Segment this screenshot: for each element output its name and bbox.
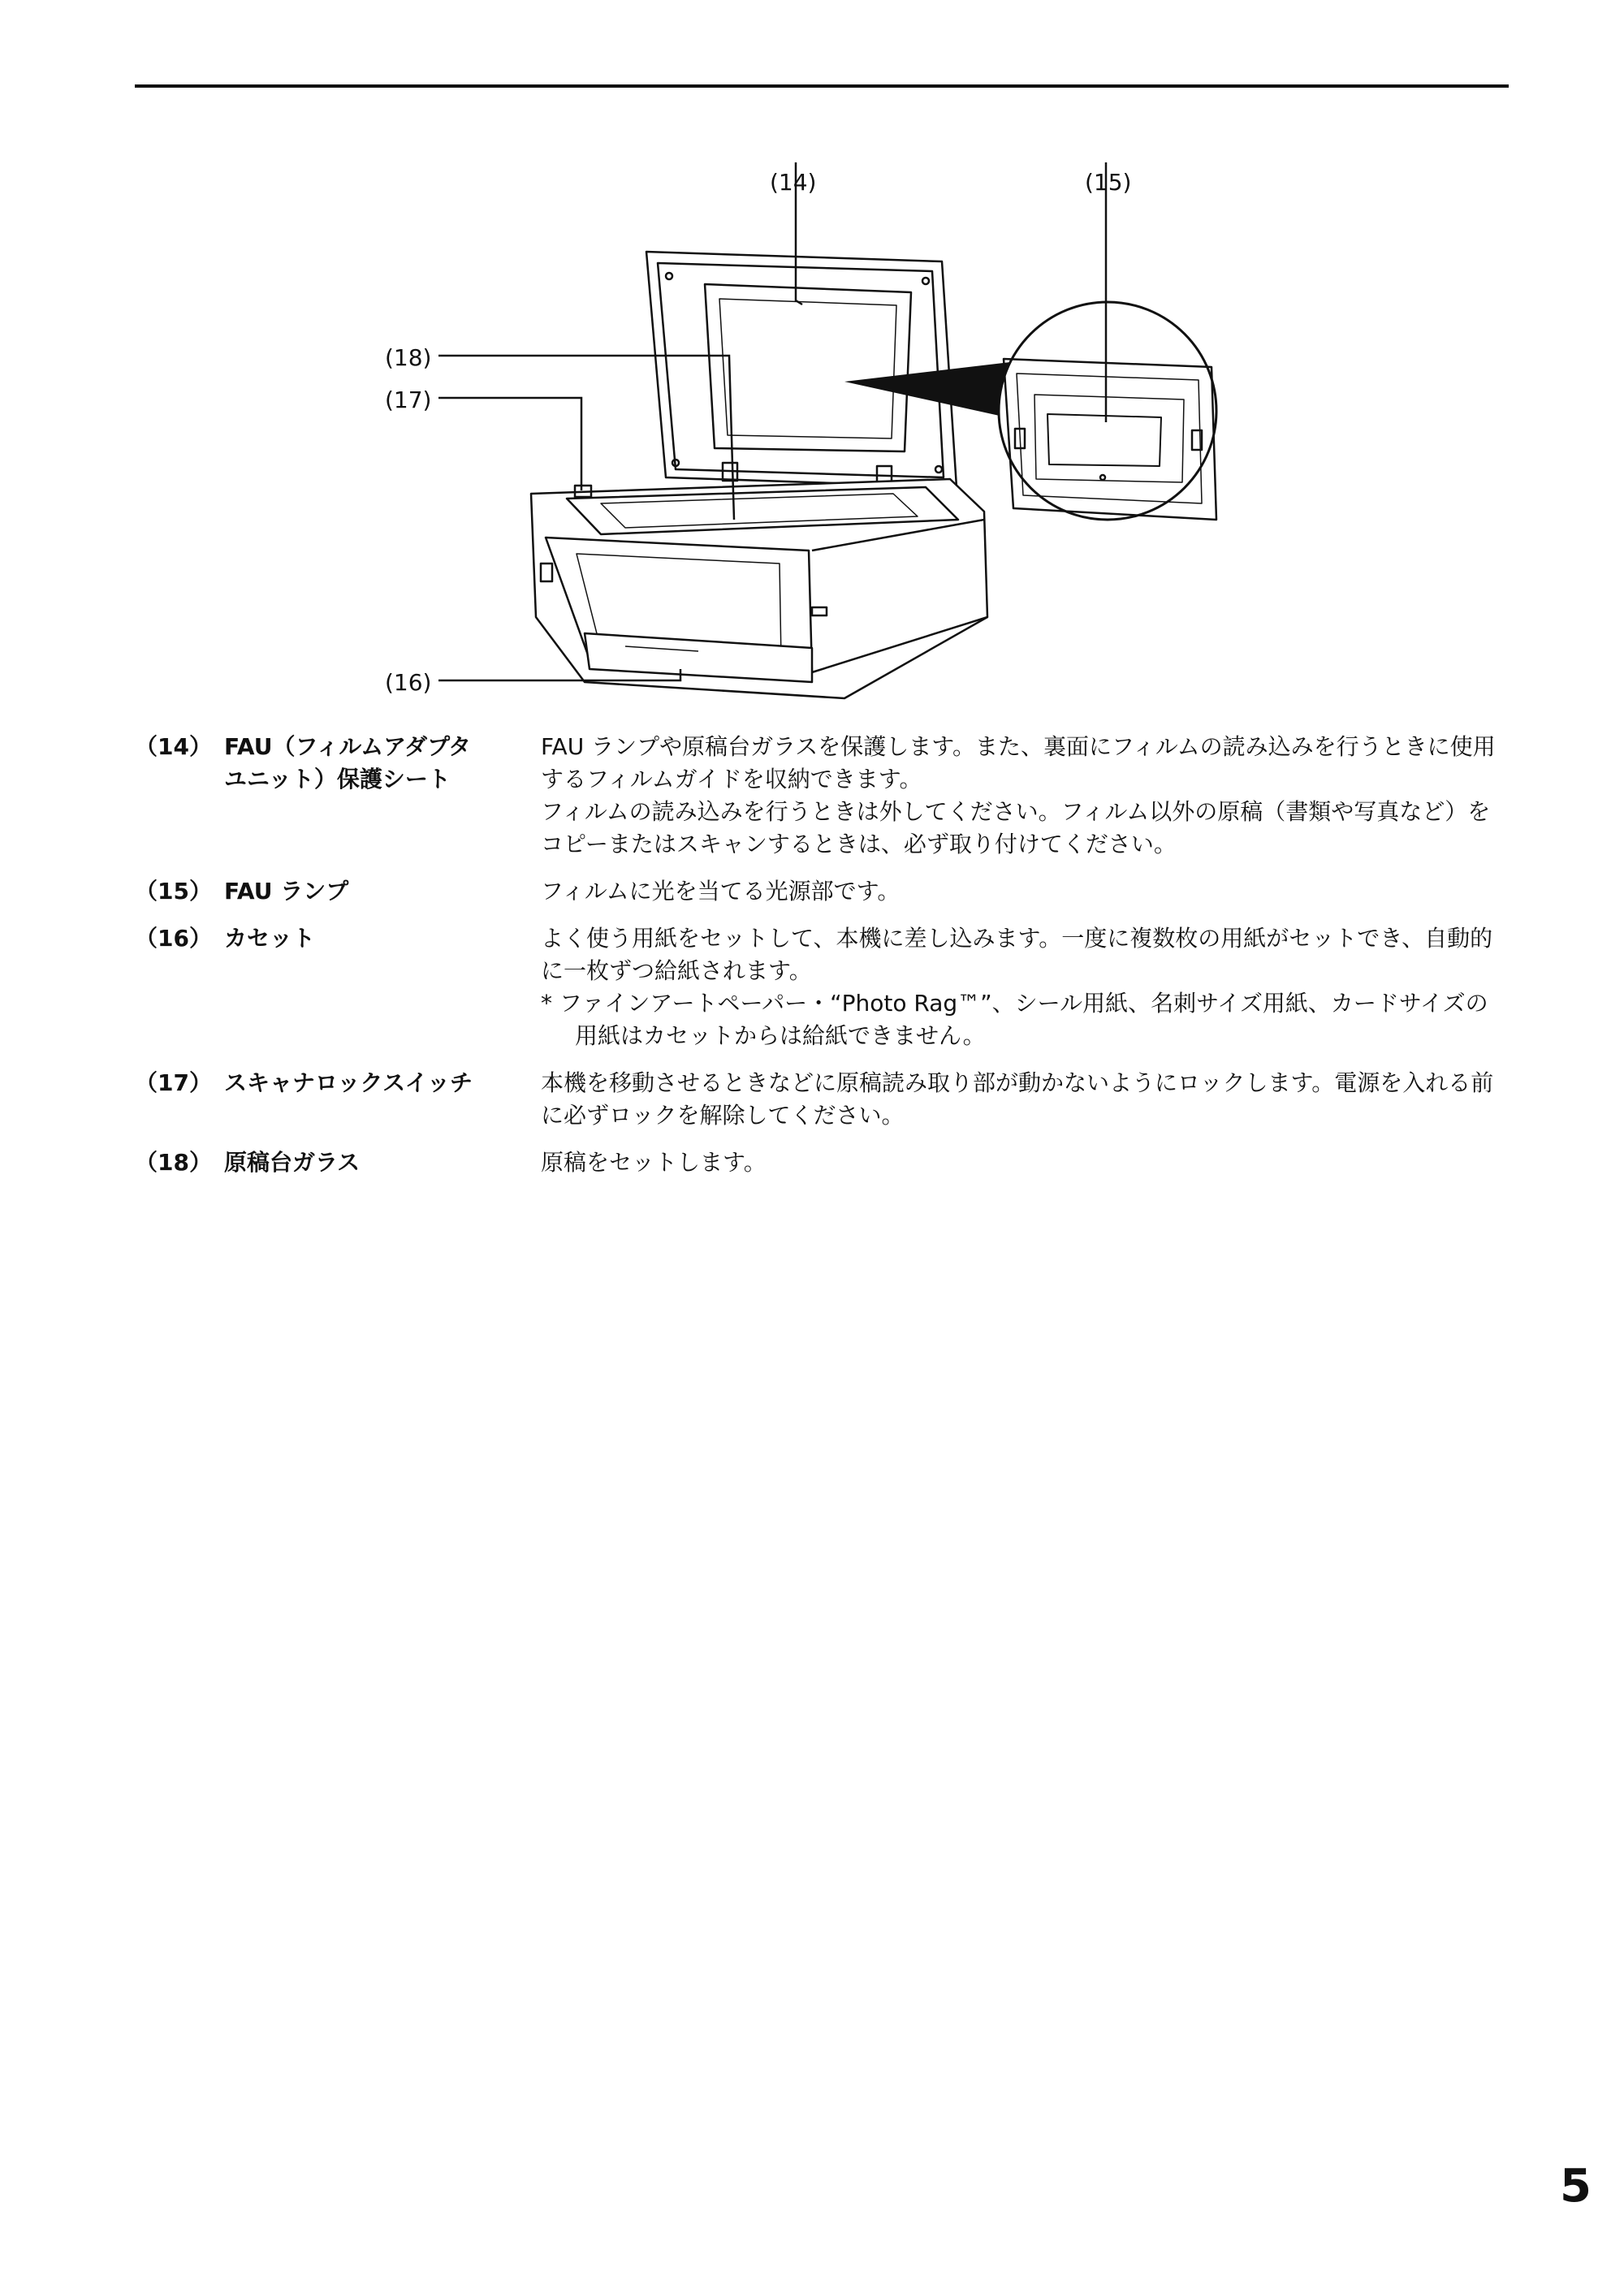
item-term xyxy=(224,1067,549,1099)
callout-15: (15) xyxy=(1085,169,1132,196)
item-term xyxy=(224,875,549,908)
description-item-18 xyxy=(135,1146,1515,1179)
callout-14: (14) xyxy=(770,169,817,196)
callout-17: (17) xyxy=(385,386,432,413)
item-body-paragraph: フィルムに光を当てる光源部です。 xyxy=(541,878,901,905)
callout-16: (16) xyxy=(385,669,432,696)
fau-sheet xyxy=(705,284,911,451)
leader-17 xyxy=(438,398,581,490)
item-term xyxy=(224,1146,549,1179)
item-note: * ファインアートペーパー・“Photo Rag™”、シール用紙、名刺サイズ用紙、カードサイズの用紙はカセットからは給紙できません。 xyxy=(541,990,1488,1049)
item-term-line: スキャナロックスイッチ xyxy=(224,1069,473,1096)
printer-illustration xyxy=(357,162,1283,715)
parts-description-list xyxy=(135,731,1515,1194)
item-number: （15） xyxy=(135,878,212,905)
description-item-17 xyxy=(135,1067,1515,1132)
description-item-14 xyxy=(135,731,1515,861)
item-body xyxy=(541,731,1499,861)
item-body-paragraph: よく使う用紙をセットして、本機に差し込みます。一度に複数枚の用紙がセットでき、自動的に一枚ずつ給紙されます。 xyxy=(541,925,1493,984)
item-term-line: ユニット）保護シート xyxy=(224,766,451,792)
item-number: （18） xyxy=(135,1149,212,1176)
description-item-15 xyxy=(135,875,1515,908)
item-body-paragraph: FAU ランプや原稿台ガラスを保護します。また、裏面にフィルムの読み込みを行うときに使用するフィルムガイドを収納できます。 xyxy=(541,733,1496,792)
item-term-line: カセット xyxy=(224,925,316,952)
description-item-16 xyxy=(135,922,1515,1052)
item-term xyxy=(224,731,549,796)
printer-figure xyxy=(357,162,1283,715)
callout-18: (18) xyxy=(385,344,432,371)
item-body xyxy=(541,1146,1499,1179)
item-term-line: 原稿台ガラス xyxy=(224,1149,361,1176)
item-body-paragraph: フィルムの読み込みを行うときは外してください。フィルム以外の原稿（書類や写真など）をコピーまたはスキャンするときは、必ず取り付けてください。 xyxy=(541,798,1491,857)
item-body xyxy=(541,1067,1499,1132)
item-number: （14） xyxy=(135,733,212,760)
top-rule xyxy=(135,84,1509,88)
item-term xyxy=(224,922,549,955)
item-body-paragraph: 本機を移動させるときなどに原稿読み取り部が動かないようにロックします。電源を入れる前に必ずロックを解除してください。 xyxy=(541,1069,1494,1129)
item-term-line: FAU ランプ xyxy=(224,878,349,905)
item-number: （16） xyxy=(135,925,212,952)
item-term-line: FAU（フィルムアダプタ xyxy=(224,733,472,760)
item-body xyxy=(541,922,1499,1052)
item-body-paragraph: 原稿をセットします。 xyxy=(541,1149,767,1176)
item-body xyxy=(541,875,1499,908)
page-number: 5 xyxy=(1560,2160,1592,2213)
item-number: （17） xyxy=(135,1069,212,1096)
